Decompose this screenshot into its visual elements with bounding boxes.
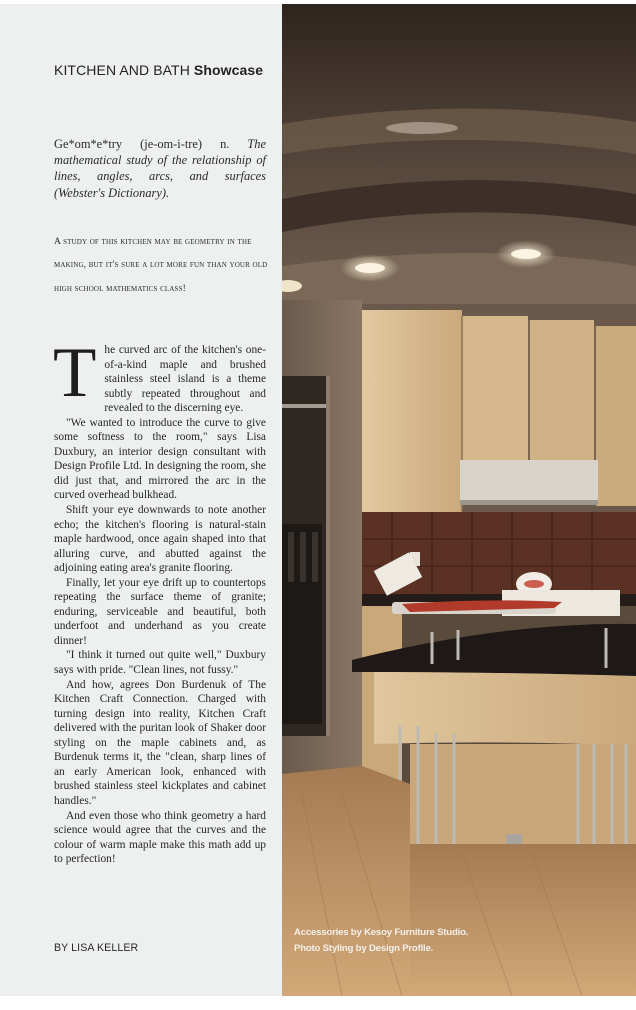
article-paragraph-1	[53, 334, 266, 416]
definition-meaning: The mathematical study of the relationship of lines, angles, arcs, and surfaces (Webster's Dictionary).	[54, 137, 266, 200]
article-text-column	[0, 4, 282, 996]
definition-headword: Ge*om*e*try (je-om-i-tre) n.	[54, 137, 230, 151]
paragraph-1-text: he curved arc of the kitchen's one-of-a-kind maple and brushed stainless steel island is a theme subtly repeated throughout and revealed to the discerning eye.	[104, 344, 266, 415]
maple-floor-left	[282, 766, 410, 996]
magazine-page	[0, 4, 636, 996]
article-paragraph-4: Finally, let your eye drift up to countertops repeating the surface theme of granite; enduring, serviceable and beautiful, both underfoot and underhand as you create dinner!	[54, 576, 266, 647]
island-maple-band	[352, 672, 636, 746]
article-paragraph-3: Shift your eye downwards to note another echo; the kitchen's flooring is natural-stain maple hardwood, once again shaped into that alluring curve, and abutted against the adjoining eating area's granite flooring.	[54, 504, 266, 575]
upper-cabinet-1	[362, 310, 462, 512]
ceiling-arc-2	[282, 253, 636, 304]
kitchen-photo	[282, 4, 636, 996]
photo-credit-line-2: Photo Styling by Design Profile.	[294, 943, 434, 954]
door-frame	[326, 376, 330, 736]
pendant-lamp	[282, 404, 326, 408]
ceiling-light-reflection	[386, 122, 458, 134]
drop-cap: T	[53, 334, 97, 412]
upper-cabinet-2	[462, 316, 528, 462]
upper-cabinet-4	[596, 326, 636, 506]
article-paragraph-2: "We wanted to introduce the curve to give some softness to the room," says Lisa Duxbury, an interior design consultant with Design Profile Ltd. In designing the room, she did just that, and mirrored the arc in the curved overhead bulkhead.	[54, 416, 266, 502]
range-hood	[460, 460, 598, 504]
section-header-bold: Showcase	[193, 62, 264, 78]
byline: BY LISA KELLER	[54, 942, 139, 954]
kitchen-illustration	[282, 4, 636, 996]
article-paragraph-6: And how, agrees Don Burdenuk of The Kitchen Craft Connection. Charged with turning design into reality, Kitchen Craft delivered with the puritan look of Shaker door styling on the maple cabinets and, as Burdenuk terms it, the "clean, sharp lines of an early American look, enhanced with brushed stainless steel kickplates and cabinet handles."	[54, 678, 266, 807]
photo-credit-line-1: Accessories by Kesoy Furniture Studio.	[294, 927, 469, 938]
photo-credit	[294, 925, 494, 957]
article-paragraph-7: And even those who think geometry a hard science would agree that the curves and the colour of warm maple make this math add up to perfection!	[54, 809, 266, 866]
section-header	[54, 62, 274, 78]
upper-cabinet-3	[530, 320, 594, 462]
island-body	[410, 744, 636, 844]
article-body	[53, 334, 266, 867]
article-deck: A study of this kitchen may be geometry in the making, but it's sure a lot more fun than your old high school mathematics class!	[54, 236, 268, 294]
pot-light-left	[355, 263, 385, 273]
maple-floor	[410, 844, 636, 996]
section-header-plain: KITCHEN AND BATH	[54, 62, 194, 78]
pot-light-right	[511, 249, 541, 259]
article-paragraph-5: "I think it turned out quite well," Duxbury says with pride. "Clean lines, not fussy."	[54, 649, 266, 677]
dictionary-definition	[54, 136, 266, 201]
